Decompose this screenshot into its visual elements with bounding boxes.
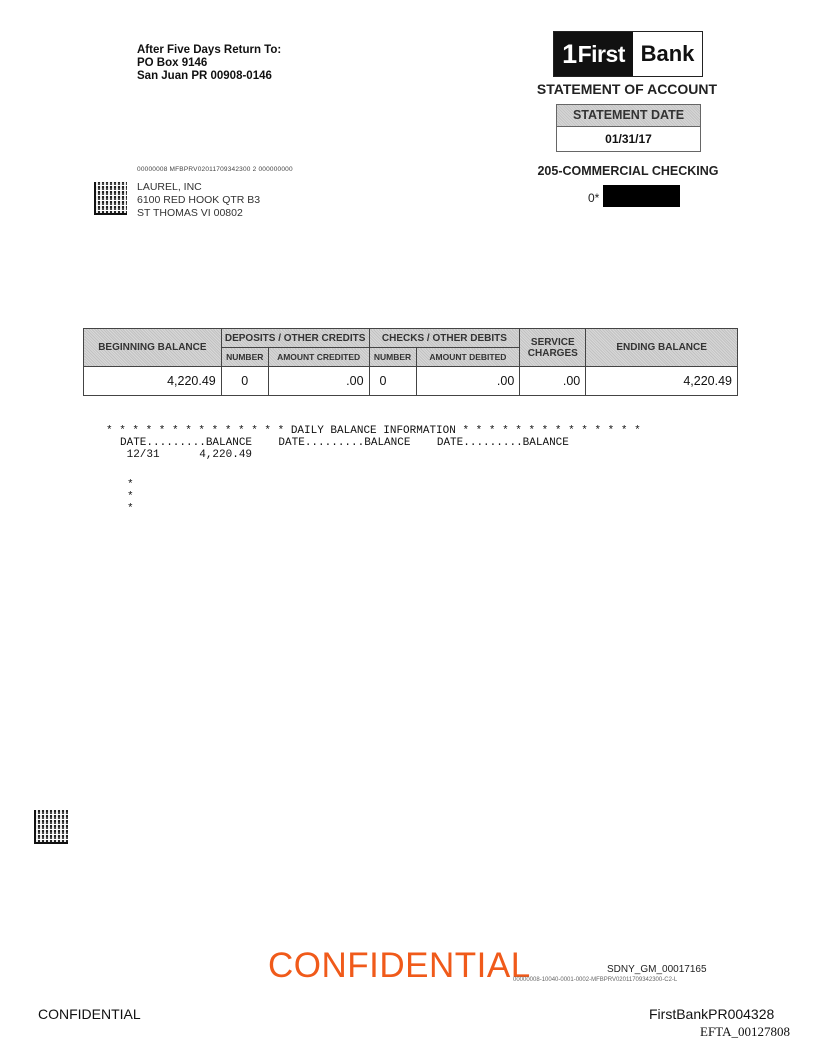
account-number-prefix: 0* bbox=[588, 191, 600, 205]
mailing-name: LAUREL, INC bbox=[137, 181, 202, 193]
header-amount-debited: AMOUNT DEBITED bbox=[416, 348, 520, 367]
barcode-icon bbox=[94, 182, 127, 215]
account-type: 205-COMMERCIAL CHECKING bbox=[537, 164, 719, 178]
efta-number: EFTA_00127808 bbox=[700, 1024, 790, 1039]
daily-balance-banner: * * * * * * * * * * * * * * DAILY BALANCE INFORMATION * * * * * * * * * * * * * * bbox=[106, 425, 641, 437]
confidential-label: CONFIDENTIAL bbox=[38, 1006, 141, 1022]
header-deposits: DEPOSITS / OTHER CREDITS bbox=[221, 329, 369, 348]
redaction-box bbox=[603, 185, 680, 207]
return-address-line2: PO Box 9146 bbox=[137, 57, 208, 69]
star-marker: * bbox=[127, 491, 134, 503]
statement-title: STATEMENT OF ACCOUNT bbox=[536, 81, 718, 97]
deposit-number-value: 0 bbox=[221, 367, 268, 396]
statement-date-box bbox=[556, 104, 701, 152]
statement-date-value: 01/31/17 bbox=[605, 132, 652, 146]
table-row bbox=[84, 367, 738, 396]
firstbank-logo bbox=[553, 31, 703, 77]
ending-balance-value: 4,220.49 bbox=[586, 367, 738, 396]
tiny-code-line: 00000008-10040-0001-0002-MFBPRV02011709342300-C2-L bbox=[513, 977, 678, 983]
check-number-value: 0 bbox=[369, 367, 416, 396]
return-address-line3: San Juan PR 00908-0146 bbox=[137, 70, 272, 82]
return-address bbox=[137, 44, 281, 83]
header-ending-balance: ENDING BALANCE bbox=[586, 329, 738, 367]
star-marker: * bbox=[127, 503, 134, 515]
sdny-bates: SDNY_GM_00017165 bbox=[607, 964, 707, 975]
logo-bank-text: Bank bbox=[640, 41, 695, 66]
barcode-icon bbox=[34, 810, 68, 844]
mailing-code-line: 00000008 MFBPRV02011709342300 2 000000000 bbox=[137, 166, 293, 173]
header-beginning-balance: BEGINNING BALANCE bbox=[84, 329, 222, 367]
logo-first-block bbox=[554, 32, 633, 76]
bates-number: FirstBankPR004328 bbox=[649, 1006, 775, 1022]
header-check-number: NUMBER bbox=[369, 348, 416, 367]
header-service-charges: SERVICE CHARGES bbox=[520, 329, 586, 367]
return-address-line1: After Five Days Return To: bbox=[137, 44, 282, 56]
amount-debited-value: .00 bbox=[416, 367, 520, 396]
logo-one: 1 bbox=[562, 38, 577, 69]
account-summary-table bbox=[83, 328, 738, 396]
mailing-address bbox=[137, 181, 260, 220]
daily-balance-header: DATE.........BALANCE DATE.........BALANCE DATE.........BALANCE bbox=[120, 437, 569, 449]
service-charges-value: .00 bbox=[520, 367, 586, 396]
logo-first-text: First bbox=[577, 40, 625, 67]
mailing-street: 6100 RED HOOK QTR B3 bbox=[137, 194, 261, 206]
beginning-balance-value: 4,220.49 bbox=[84, 367, 222, 396]
header-deposit-number: NUMBER bbox=[221, 348, 268, 367]
daily-balance-row: 12/31 4,220.49 bbox=[120, 449, 253, 461]
amount-credited-value: .00 bbox=[268, 367, 369, 396]
header-amount-credited: AMOUNT CREDITED bbox=[268, 348, 369, 367]
mailing-city: ST THOMAS VI 00802 bbox=[137, 207, 243, 219]
confidential-stamp: CONFIDENTIAL bbox=[268, 946, 531, 985]
header-checks: CHECKS / OTHER DEBITS bbox=[369, 329, 520, 348]
statement-date-label: STATEMENT DATE bbox=[557, 105, 700, 127]
star-marker: * bbox=[127, 479, 134, 491]
